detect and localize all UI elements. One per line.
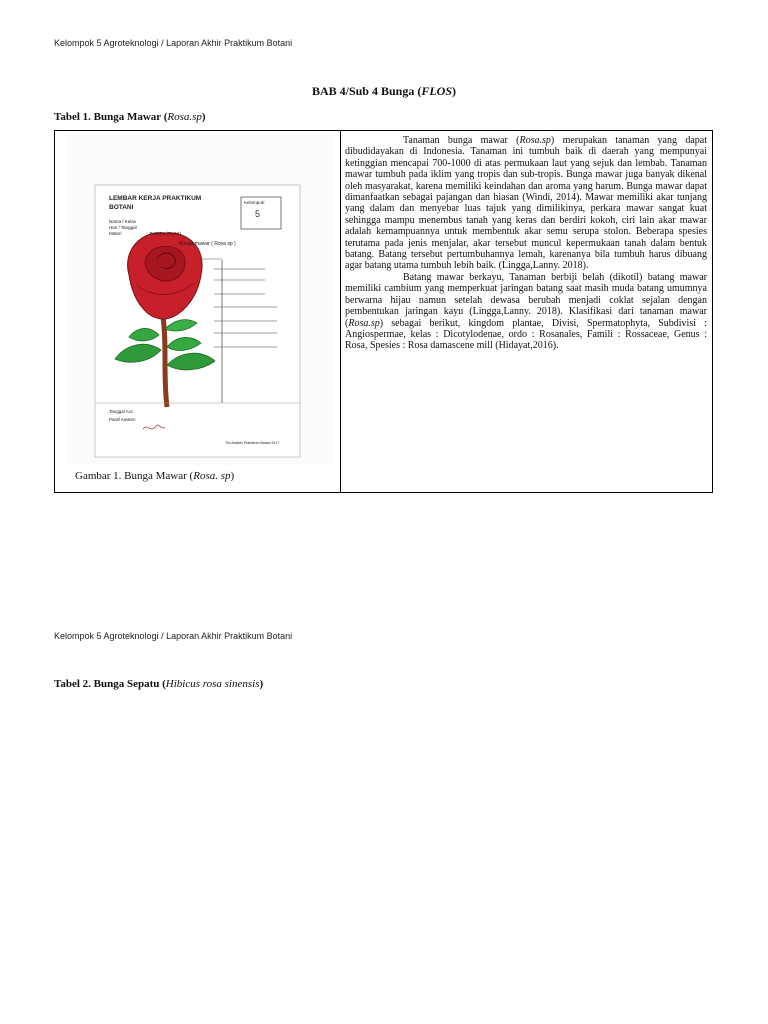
worksheet-photo <box>67 135 333 465</box>
worksheet-subtitle: BOTANI <box>109 204 134 211</box>
running-header: Kelompok 5 Agroteknologi / Laporan Akhir Praktikum Botani <box>54 38 293 48</box>
tanggal-acc-label: Tanggal Acc <box>109 409 134 414</box>
table-divider <box>340 131 341 492</box>
worksheet-footer: Tim Asisten Praktikum Botani 2017 <box>225 441 280 445</box>
figure-caption: Gambar 1. Bunga Mawar (Rosa. sp) <box>75 470 235 482</box>
field-hari-label: Hari / Tanggal <box>109 225 137 230</box>
field-nama-label: Nama / Kelas <box>109 219 137 224</box>
paragraph-1: Tanaman bunga mawar (Rosa.sp) merupakan tanaman yang dapat dibudidayakan di Indonesia. Tanaman ini tumbuh baik di daerah yang mempunyai ketinggian mencapai 700-1000 di atas permukaan laut yang sejuk dan lembab. Tanaman mawar tumbuh pada iklim yang tropis dan sub-tropis. Bunga mawar juga banyak dikenal oleh masyarakat, karena memiliki keindahan dan aroma yang harum. Bunga mawar dapat dimanfaatkan sebagai pajangan dan hiasan (Windi, 2014). Mawar memiliki akar tunjang yang dalam dan menyebar luas tajuk yang dimilikinya, perkara mawar sangat kuat sehingga mampu menembus tanah yang keras dan berdiri kokoh, ciri lain akar mawar adalah kemampuannya untuk membentuk akar semu serupa stolon. Beberapa spesies terutama pada jenis menjalar, akar tersebut muncul kepermukaan tanah dalam bentuk batang. Batang tersebut pertumbuhannya lemah, karenanya bila tumbuh harus dibuang agar batang utama tumbuh lebih baik. (Lingga,Lanny. 2018). <box>345 135 707 272</box>
kelompok-label: Kelompok: <box>244 200 266 205</box>
running-header-page2: Kelompok 5 Agroteknologi / Laporan Akhir Praktikum Botani <box>54 631 293 641</box>
description-text <box>345 135 707 352</box>
rose-drawing <box>67 135 333 465</box>
field-materi-value: : BUNGA (FLOS) <box>147 231 182 236</box>
chapter-title: BAB 4/Sub 4 Bunga (FLOS) <box>311 84 457 98</box>
worksheet-title: LEMBAR KERJA PRAKTIKUM <box>109 195 202 202</box>
table1-title: Tabel 1. Bunga Mawar (Rosa.sp) <box>54 111 206 123</box>
paragraph-2: Batang mawar berkayu, Tanaman berbiji belah (dikotil) batang mawar memiliki cambium yang memperkuat jaringan batang saat masih muda batang umumnya berwarna hijau namun setelah dewasa berubah menjadi coklat sejalan dengan pembentukan jaringan kayu (Lingga,Lanny. 2018). Klasifikasi dari tanaman mawar (Rosa.sp) sebagai berikut, kingdom plantae, Divisi, Spermatophyta, Subdivisi : Angiospermae, kelas : Dicotylodenae, ordo : Rosanales, Famili : Rossaceae, Genus : Rosa, Spesies : Rosa damascene mill (Hidayat,2016). <box>345 271 707 352</box>
paraf-asisten-label: Paraf Asisten <box>109 417 136 422</box>
table1 <box>54 130 713 493</box>
worksheet-heading: Bunga mawar ( Rosa sp ) <box>179 241 236 247</box>
kelompok-value: 5 <box>255 209 261 219</box>
field-materi-label: Materi <box>109 231 122 236</box>
table2-title: Tabel 2. Bunga Sepatu (Hibicus rosa sinensis) <box>54 678 264 690</box>
